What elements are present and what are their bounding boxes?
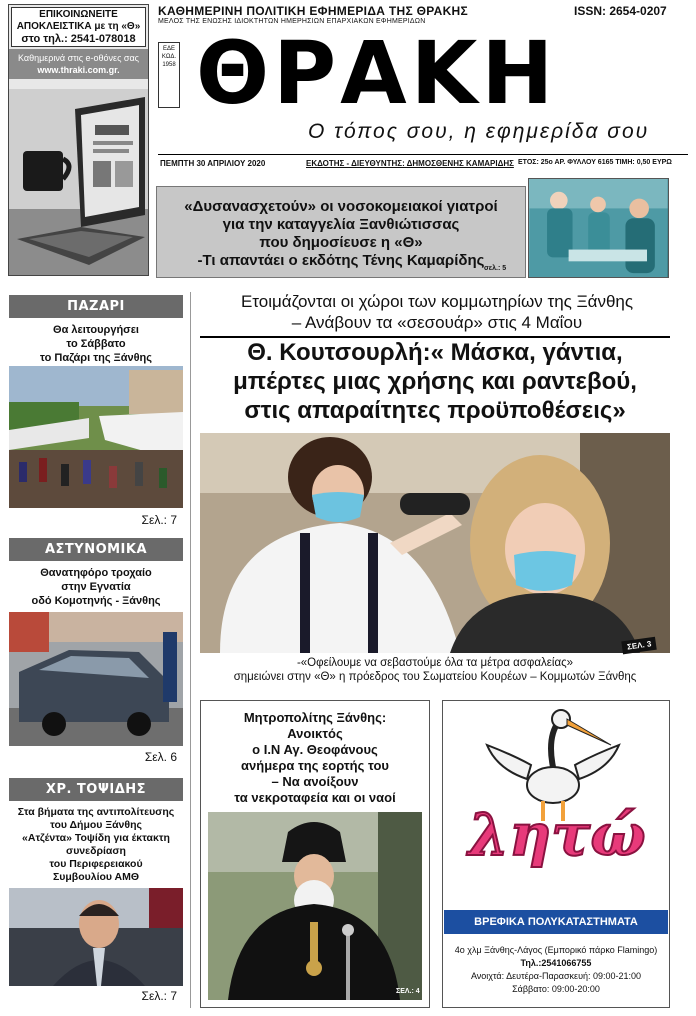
website-link[interactable]: www.thraki.com.gr.: [37, 65, 120, 75]
headline-line: μπέρτες μιας χρήσης και ραντεβού,: [233, 368, 637, 395]
headline-line: που δημοσίευσε η «Θ»: [259, 234, 423, 251]
politician-portrait-photo: [9, 888, 183, 986]
top-story-headline[interactable]: [156, 198, 526, 270]
police-headline[interactable]: [9, 566, 183, 608]
metropolitan-headline[interactable]: [204, 710, 426, 806]
main-story-headline[interactable]: [200, 338, 670, 425]
leto-contact-info: [444, 944, 668, 996]
market-crowd-photo: [9, 366, 183, 508]
metropolitan-page-ref: ΣΕΛ.: 4: [396, 988, 420, 995]
leto-brand-logo[interactable]: λητώ: [468, 801, 646, 869]
main-story-caption: [200, 656, 670, 684]
headline-line: Θ. Κουτσουρλή:« Μάσκα, γάντια,: [247, 339, 623, 366]
main-story-page-ref: ΣΕΛ. 3: [621, 637, 657, 655]
daily-banner: [9, 49, 148, 79]
topsidis-page-ref: Σελ.: 7: [141, 989, 177, 1003]
issue-date: ΠΕΜΠΤΗ 30 ΑΠΡΙΛΙΟΥ 2020: [160, 159, 266, 168]
headline-line: το Σάββατο: [66, 338, 126, 350]
headline-line: οδό Κομοτηνής - Ξάνθης: [31, 595, 161, 607]
issn: ISSN: 2654-0207: [574, 4, 667, 18]
newspaper-logo[interactable]: ΘΡΑΚΗ: [196, 24, 558, 124]
car-crash-photo: [9, 612, 183, 746]
headline-line: του Περιφερειακού: [49, 858, 143, 870]
caption-line: -«Οφείλουμε να σεβαστούμε όλα τα μέτρα ασφαλείας»: [296, 657, 574, 669]
section-heading-bazaar[interactable]: ΠΑΖΑΡΙ: [9, 295, 183, 318]
headline-line: το Παζάρι της Ξάνθης: [40, 352, 152, 364]
promo-box: [8, 4, 149, 276]
headline-line: για την καταγγελία Ξανθιώτισσας: [222, 216, 460, 233]
leto-address: 4ο χλμ Ξάνθης-Λάγος (Εμπορικό πάρκο Flamingo): [454, 945, 658, 955]
headline-line: – Να ανοίξουν: [271, 774, 359, 789]
main-story-kicker: [204, 291, 670, 333]
kicker-line: Ετοιμάζονται οι χώροι των κομμωτηρίων της Ξάνθης: [240, 292, 634, 311]
hairdresser-masks-photo: [200, 433, 670, 653]
badge-text: ΕΔΕ ΚΩΔ. 1958: [161, 46, 177, 68]
headline-line: -Τι απαντάει ο εκδότης Τένης Καμαρίδης: [197, 252, 485, 269]
section-heading-topsidis[interactable]: ΧΡ. ΤΟΨΙΔΗΣ: [9, 778, 183, 801]
editor-line: ΕΚΔΟΤΗΣ - ΔΙΕΥΘΥΝΤΗΣ: ΔΗΜΟΣΘΕΝΗΣ ΚΑΜΑΡΙΔΗΣ: [306, 159, 514, 168]
top-story-page-ref: σελ.: 5: [484, 265, 507, 272]
headline-line: «Δυσανασχετούν» οι νοσοκομειακοί γιατροί: [184, 198, 498, 215]
police-page-ref: Σελ. 6: [144, 750, 177, 764]
column-divider: [190, 292, 191, 1008]
daily-line: Καθημερινά στις e-οθόνες σας: [17, 53, 140, 63]
headline-line: Ανοικτός: [287, 726, 343, 741]
topsidis-headline[interactable]: [9, 806, 183, 884]
headline-line: στην Εγνατία: [61, 581, 131, 593]
headline-line: Συμβουλίου ΑΜΘ: [52, 871, 140, 883]
headline-line: συνεδρίαση: [66, 845, 126, 857]
publisher-badge: [158, 42, 180, 108]
headline-line: Μητροπολίτης Ξάνθης:: [243, 710, 387, 725]
contact-box: [11, 7, 146, 47]
section-heading-police[interactable]: ΑΣΤΥΝΟΜΙΚΑ: [9, 538, 183, 561]
slogan: Ο τόπος σου, η εφημερίδα σου: [308, 120, 650, 143]
laptop-coffee-illustration: [9, 89, 148, 275]
contact-line: ΕΠΙΚΟΙΝΩΝΕΙΤΕ: [39, 9, 118, 20]
leto-hours: Σάββατο: 09:00-20:00: [512, 984, 600, 994]
leto-hours: Ανοιχτά: Δευτέρα-Παρασκευή: 09:00-21:00: [470, 971, 642, 981]
headline-line: ανήμερα της εορτής του: [241, 758, 389, 773]
contact-phone: στο τηλ.: 2541-078018: [21, 33, 136, 45]
contact-line: ΑΠΟΚΛΕΙΣΤΙΚΑ με τη «Θ»: [16, 21, 141, 32]
headline-line: τα νεκροταφεία και οι ναοί: [234, 790, 396, 805]
headline-line: Θα λειτουργήσει: [53, 324, 139, 336]
kicker-line: – Ανάβουν τα «σεσουάρ» στις 4 Μαΐου: [291, 313, 583, 332]
bazaar-page-ref: Σελ.: 7: [141, 513, 177, 527]
masthead-top-line: ΚΑΘΗΜΕΡΙΝΗ ΠΟΛΙΤΙΚΗ ΕΦΗΜΕΡΙΔΑ ΤΗΣ ΘΡΑΚΗΣ: [158, 4, 469, 18]
bishop-portrait-photo: [208, 812, 422, 1000]
surgeons-photo: [528, 178, 669, 278]
headline-line: του Δήμου Ξάνθης: [50, 819, 142, 831]
header-divider: [158, 154, 688, 155]
bazaar-headline[interactable]: [9, 323, 183, 365]
headline-line: ο Ι.Ν Αγ. Θεοφάνους: [252, 742, 378, 757]
masthead-members-line: ΜΕΛΟΣ ΤΗΣ ΕΝΩΣΗΣ ΙΔΙΟΚΤΗΤΩΝ ΗΜΕΡΗΣΙΩΝ ΕΠΑΡΧΙΑΚΩΝ ΕΦΗΜΕΡΙΔΩΝ: [158, 18, 426, 25]
headline-line: Θανατηφόρο τροχαίο: [40, 567, 152, 579]
leto-phone: Τηλ.:2541066755: [520, 958, 592, 968]
headline-line: Στα βήματα της αντιπολίτευσης: [17, 806, 175, 818]
issue-info: ΕΤΟΣ: 25ο ΑΡ. ΦΥΛΛΟΥ 6165 ΤΙΜΗ: 0,50 ΕΥΡΩ: [518, 159, 672, 166]
headline-line: «Ατζέντα» Τοψίδη για έκτακτη: [22, 832, 170, 844]
leto-tagline-band: ΒΡΕΦΙΚΑ ΠΟΛΥΚΑΤΑΣΤΗΜΑΤΑ: [444, 910, 668, 934]
caption-line: σημειώνει στην «Θ» η πρόεδρος του Σωματείου Κουρέων – Κομμωτών Ξάνθης: [233, 671, 637, 683]
headline-line: στις απαραίτητες προϋποθέσεις»: [244, 397, 626, 424]
